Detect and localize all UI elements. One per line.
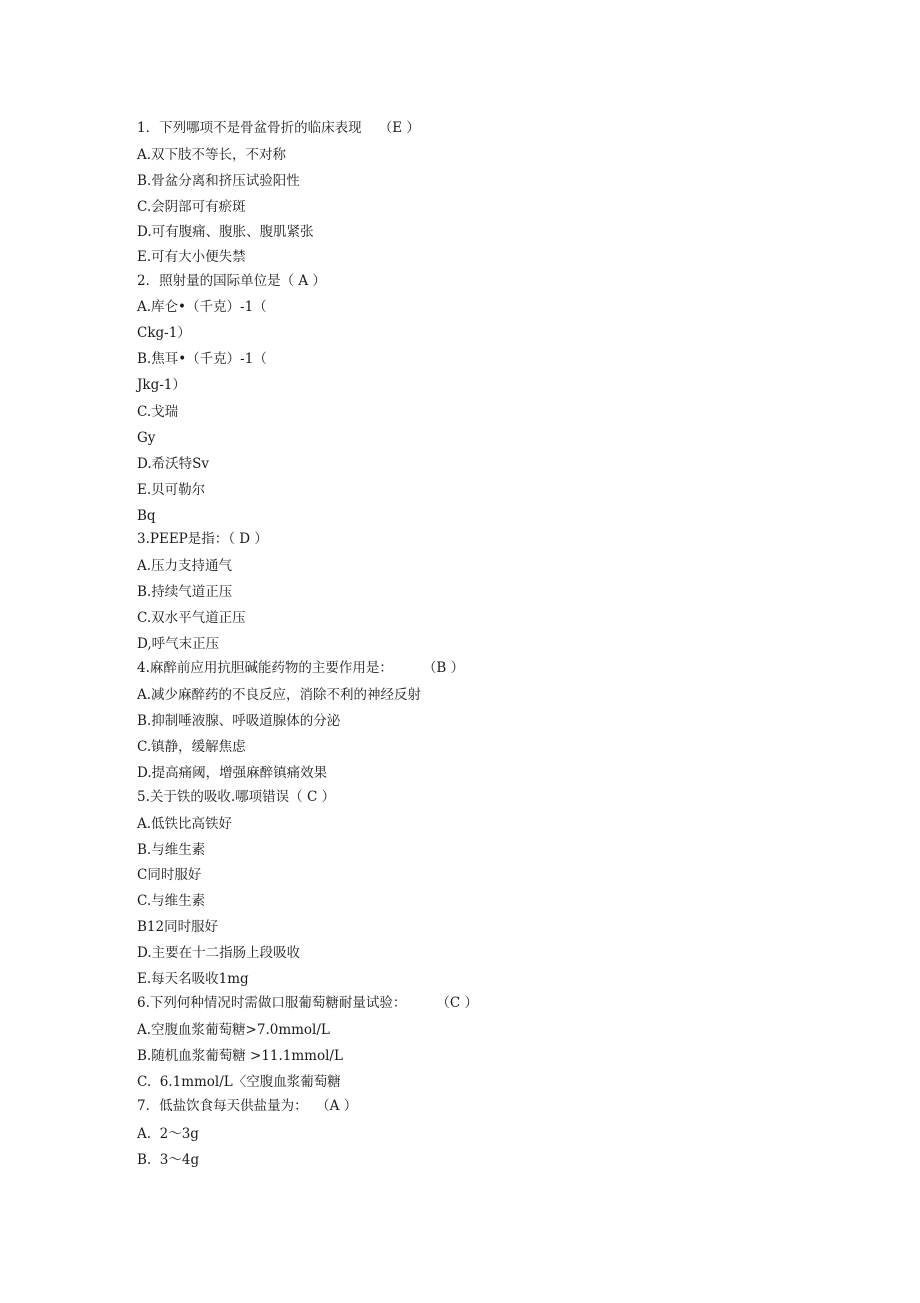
question-1-stem: 1．下列哪项不是骨盆骨折的临床表现 （E ） <box>137 120 420 136</box>
question-3-stem: 3.PEEP是指：（ D ） <box>137 531 268 547</box>
question-1-option-b: B.骨盆分离和挤压试验阳性 <box>137 173 300 189</box>
question-1-option-d: D.可有腹痛、腹胀、腹肌紧张 <box>137 224 314 240</box>
question-2-option-d: D.希沃特Sv <box>137 456 210 472</box>
question-2-option-e: E.贝可勒尔 <box>137 482 206 498</box>
question-4-option-d: D.提高痛阈，增强麻醉镇痛效果 <box>137 765 328 781</box>
question-3-option-a: A.压力支持通气 <box>137 558 233 574</box>
question-5-option-a: A.低铁比高铁好 <box>137 816 233 832</box>
question-6-option-c: C. 6.1mmol/L〈空腹血浆葡萄糖 <box>137 1074 341 1090</box>
question-7-option-b: B. 3～4g <box>137 1152 200 1168</box>
question-4-option-c: C.镇静，缓解焦虑 <box>137 739 246 755</box>
question-2-option-c-cont: Gy <box>137 430 156 446</box>
question-2-option-b-cont: Jkg-1） <box>137 377 186 393</box>
question-5-option-b: B.与维生素 <box>137 842 206 858</box>
question-1-option-c: C.会阴部可有瘀斑 <box>137 199 246 215</box>
question-2-option-e-cont: Bq <box>137 508 156 524</box>
question-1-option-a: A.双下肢不等长，不对称 <box>137 147 287 163</box>
question-6-option-a: A.空腹血浆葡萄糖>7.0mmol/L <box>137 1022 330 1038</box>
question-4-option-b: B.抑制唾液腺、呼吸道腺体的分泌 <box>137 713 341 729</box>
question-5-option-b-cont: C同时服好 <box>137 867 202 883</box>
question-5-option-d: D.主要在十二指肠上段吸收 <box>137 945 301 961</box>
question-6-stem: 6.下列何种情况时需做口服葡萄糖耐量试验： （C ） <box>137 995 479 1011</box>
question-2-stem: 2．照射量的国际单位是（ A ） <box>137 273 326 289</box>
question-3-option-c: C.双水平气道正压 <box>137 610 246 626</box>
question-4-stem: 4.麻醉前应用抗胆碱能药物的主要作用是： （B ） <box>137 660 465 676</box>
question-2-option-b: B.焦耳•（千克）-1（ <box>137 351 267 367</box>
question-5-option-c: C.与维生素 <box>137 893 206 909</box>
question-2-option-c: C.戈瑞 <box>137 404 179 420</box>
question-3-option-d: D,呼气末正压 <box>137 636 220 652</box>
question-4-option-a: A.减少麻醉药的不良反应，消除不利的神经反射 <box>137 687 422 703</box>
question-2-option-a-cont: Ckg-1） <box>137 325 191 341</box>
question-2-option-a: A.库仑•（千克）-1（ <box>137 299 267 315</box>
question-5-option-e: E.每天名吸收1mg <box>137 971 249 987</box>
question-6-option-b: B.随机血浆葡萄糖 >11.1mmol/L <box>137 1048 343 1064</box>
question-5-stem: 5.关于铁的吸收.哪项错误（ C ） <box>137 789 336 805</box>
question-3-option-b: B.持续气道正压 <box>137 584 233 600</box>
question-7-option-a: A. 2～3g <box>137 1126 199 1142</box>
question-7-stem: 7．低盐饮食每天供盐量为： （A ） <box>137 1098 358 1114</box>
question-5-option-c-cont: B12同时服好 <box>137 919 219 935</box>
question-1-option-e: E.可有大小便失禁 <box>137 249 246 265</box>
